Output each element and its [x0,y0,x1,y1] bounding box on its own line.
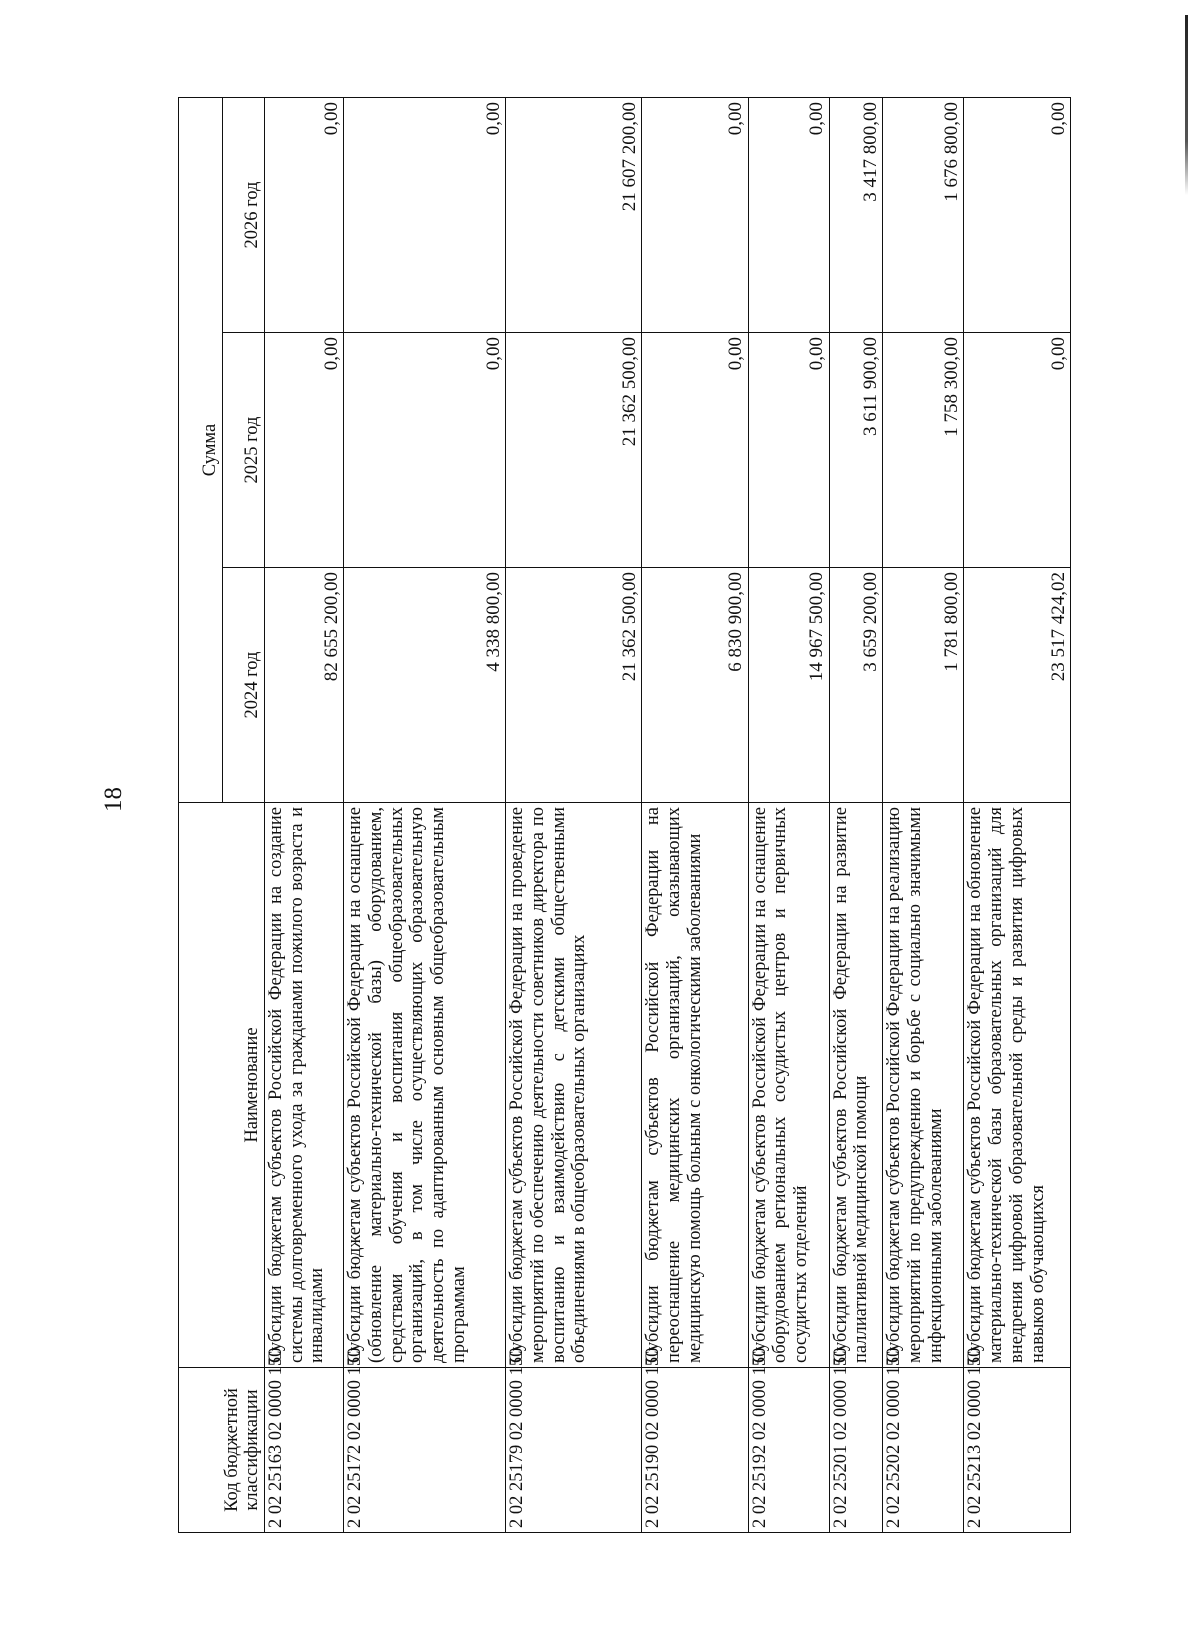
row-sum-2024: 23 517 424,02 [964,568,1071,803]
budget-table [178,97,1071,1533]
table-row [506,97,642,1532]
row-code: 2 02 25190 02 0000 150 [642,1368,748,1533]
row-sum-2026: 1 676 800,00 [883,97,964,332]
row-sum-2026: 0,00 [748,97,829,332]
table-row [344,97,506,1532]
row-sum-2025: 0,00 [344,333,506,568]
row-name: Субсидии бюджетам субъектов Российской Федерации на реализацию мероприятий по предупреждению и борьбе с социально значимыми инфекционными заболеваниями [883,803,964,1368]
row-sum-2025: 0,00 [748,333,829,568]
row-sum-2025: 0,00 [642,333,748,568]
row-name: Субсидии бюджетам субъектов Российской Федерации на проведение мероприятий по обеспечению деятельности советников директора по воспитанию и взаимодействию с детскими общественными объединениями в общеобразовательных организациях [506,803,642,1368]
row-code: 2 02 25201 02 0000 150 [829,1368,883,1533]
row-sum-2025: 1 758 300,00 [883,333,964,568]
row-name: Субсидии бюджетам субъектов Российской Федерации на создание системы долговременного ухода за гражданами пожилого возраста и инвалидами [265,803,344,1368]
row-sum-2025: 0,00 [964,333,1071,568]
scan-edge-mark [1185,15,1188,195]
header-name: Наименование [179,803,265,1368]
header-year-2026: 2026 год [223,97,265,332]
row-sum-2026: 0,00 [964,97,1071,332]
row-sum-2024: 21 362 500,00 [506,568,642,803]
row-sum-2024: 3 659 200,00 [829,568,883,803]
table-row [964,97,1071,1532]
header-year-2025: 2025 год [223,333,265,568]
row-name: Субсидии бюджетам субъектов Российской Федерации на развитие паллиативной медицинской помощи [829,803,883,1368]
table-row [829,97,883,1532]
row-code: 2 02 25213 02 0000 150 [964,1368,1071,1533]
row-name: Субсидии бюджетам субъектов Российской Федерации на переоснащение медицинских организаций, оказывающих медицинскую помощь больным с онкологическими заболеваниями [642,803,748,1368]
table-row [748,97,829,1532]
table-row [642,97,748,1532]
row-sum-2026: 0,00 [265,97,344,332]
row-code: 2 02 25179 02 0000 150 [506,1368,642,1533]
row-code: 2 02 25202 02 0000 150 [883,1368,964,1533]
row-sum-2024: 82 655 200,00 [265,568,344,803]
row-sum-2026: 3 417 800,00 [829,97,883,332]
row-sum-2026: 0,00 [642,97,748,332]
row-name: Субсидии бюджетам субъектов Российской Федерации на оснащение (обновление материально-технической базы) оборудованием, средствами обучения и воспитания общеобразовательных организаций, в том числе осуществляющих образовательную деятельность по адаптированным основным общеобразовательным программам [344,803,506,1368]
row-sum-2024: 14 967 500,00 [748,568,829,803]
rotated-table-container [178,98,1071,1533]
header-code: Код бюджетной классификации [179,1368,265,1533]
row-sum-2025: 3 611 900,00 [829,333,883,568]
row-sum-2025: 21 362 500,00 [506,333,642,568]
row-sum-2024: 4 338 800,00 [344,568,506,803]
page-number: 18 [100,787,127,812]
header-year-2024: 2024 год [223,568,265,803]
row-sum-2026: 0,00 [344,97,506,332]
row-sum-2026: 21 607 200,00 [506,97,642,332]
row-sum-2024: 1 781 800,00 [883,568,964,803]
table-row [265,97,344,1532]
row-name: Субсидии бюджетам субъектов Российской Федерации на обновление материально-технической базы образовательных организаций для внедрения цифровой образовательной среды и развития цифровых навыков обучающихся [964,803,1071,1368]
row-code: 2 02 25163 02 0000 150 [265,1368,344,1533]
row-code: 2 02 25172 02 0000 150 [344,1368,506,1533]
row-code: 2 02 25192 02 0000 150 [748,1368,829,1533]
row-sum-2025: 0,00 [265,333,344,568]
header-sum: Сумма [179,97,223,802]
row-sum-2024: 6 830 900,00 [642,568,748,803]
table-row [883,97,964,1532]
row-name: Субсидии бюджетам субъектов Российской Федерации на оснащение оборудованием региональных сосудистых центров и первичных сосудистых отделений [748,803,829,1368]
